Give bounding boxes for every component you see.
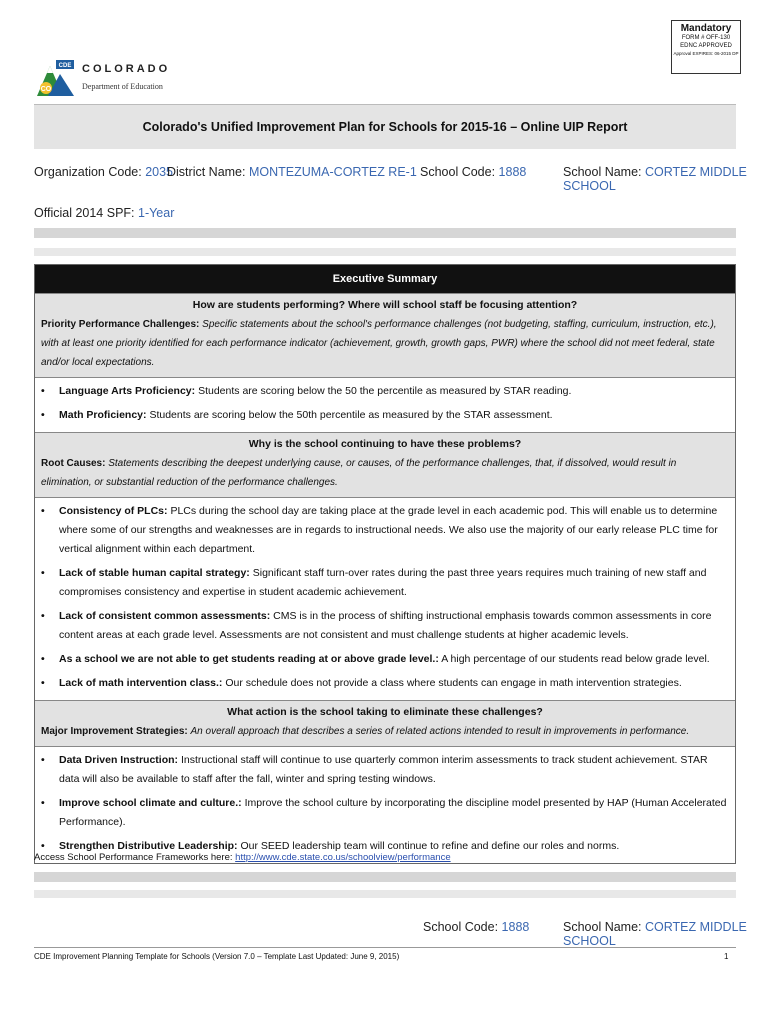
footer-school-code-field bbox=[423, 920, 529, 934]
section-question: What action is the school taking to eliminate these challenges? bbox=[227, 706, 543, 718]
stamp-line4: Approval EXPIRES: 06-2015 DP bbox=[673, 51, 739, 56]
item-label: Lack of consistent common assessments: bbox=[59, 610, 271, 622]
section-description bbox=[35, 718, 735, 746]
school-name-label: School Name: bbox=[563, 920, 642, 934]
stamp-line2: FORM # OFF-130 bbox=[681, 35, 731, 41]
list-item: • Consistency of PLCs: PLCs during the school day are taking place at the grade level in each academic pod. This will enable us to determine where some of our strengths and weaknesses are in regards to instructional needs. We also use the majority of our early release PLC time for vertical alignment within each department. bbox=[41, 505, 718, 555]
executive-summary-heading: Executive Summary bbox=[35, 265, 735, 293]
list-item: • Lack of stable human capital strategy: Significant staff turn-over rates during the past three years requires much training of new staff and compromises consistency and expertise in student academic achievement. bbox=[41, 567, 707, 598]
performance-frameworks-link[interactable]: http://www.cde.state.co.us/schoolview/performance bbox=[235, 852, 451, 863]
stamp-line3: EDNC APPROVED bbox=[680, 43, 732, 49]
section-description bbox=[35, 311, 735, 377]
item-label: Lack of stable human capital strategy: bbox=[59, 567, 250, 579]
school-code-value: 1888 bbox=[498, 165, 527, 179]
item-label: Strengthen Distributive Leadership: bbox=[59, 840, 238, 852]
item-text: Our schedule does not provide a class where students can engage in math intervention strategies. bbox=[225, 677, 682, 689]
district-label: District Name: bbox=[167, 165, 246, 179]
school-code-value: 1888 bbox=[501, 920, 530, 934]
item-text: Instructional staff will continue to use quarterly common interim assessments to track student achievement. STAR data will also be available to staff after the fall, winter and spring testing windows. bbox=[59, 754, 708, 785]
org-code-label: Organization Code: bbox=[34, 165, 142, 179]
page-number: 1 bbox=[724, 952, 729, 961]
org-code-field bbox=[34, 165, 173, 179]
section-root-causes bbox=[35, 432, 735, 497]
divider-bar bbox=[34, 228, 736, 238]
divider-bar bbox=[34, 890, 736, 898]
school-code-label: School Code: bbox=[420, 165, 496, 179]
list-item: • Math Proficiency: Students are scoring below the 50th percentile as measured by the STAR assessment. bbox=[41, 409, 553, 421]
list-item: • Lack of math intervention class.: Our schedule does not provide a class where students can engage in math intervention strategies. bbox=[41, 677, 682, 689]
item-label: As a school we are not able to get students reading at or above grade level.: bbox=[59, 653, 439, 665]
report-title-bar bbox=[34, 104, 736, 149]
section-description bbox=[35, 450, 735, 497]
list-item: • Lack of consistent common assessments: CMS is in the process of shifting instructional emphasis towards common assessments in core content areas at each grade level. Assessments are not consistent and must challenge students at higher academic levels. bbox=[41, 610, 712, 641]
school-name-field bbox=[563, 165, 770, 193]
access-line bbox=[34, 852, 451, 863]
section-question: Why is the school continuing to have these problems? bbox=[248, 438, 522, 450]
section-items bbox=[35, 746, 735, 863]
footer-divider bbox=[34, 947, 736, 948]
school-code-field bbox=[420, 165, 526, 179]
item-text: A high percentage of our students read below grade level. bbox=[441, 653, 710, 665]
approval-stamp bbox=[671, 20, 741, 74]
list-item: • Strengthen Distributive Leadership: Our SEED leadership team will continue to refine and define our roles and norms. bbox=[41, 840, 620, 852]
spf-value: 1-Year bbox=[138, 206, 175, 220]
section-desc-text: Statements describing the deepest underlying cause, or causes, of the performance challenges, that, if dissolved, would result in elimination, or substantial reduction of the performance challenges. bbox=[41, 458, 677, 488]
item-label: Math Proficiency: bbox=[59, 409, 147, 421]
logo-badge-text: CDE bbox=[58, 63, 72, 69]
school-name-label: School Name: bbox=[563, 165, 642, 179]
section-desc-text: An overall approach that describes a series of related actions intended to result in improvements in performance. bbox=[190, 726, 690, 737]
section-items bbox=[35, 497, 735, 700]
item-label: Improve school climate and culture.: bbox=[59, 797, 242, 809]
divider-bar bbox=[34, 872, 736, 882]
item-label: Language Arts Proficiency: bbox=[59, 385, 196, 397]
org-code-value: 2035 bbox=[145, 165, 173, 179]
item-text: PLCs during the school day are taking place at the grade level in each academic pod. This will enable us to determine where some of our strengths and weaknesses are in regards to instructional needs. We also use the majority of our early release PLC time for vertical alignment within each department. bbox=[59, 505, 718, 555]
divider-bar bbox=[34, 248, 736, 256]
stamp-line1: Mandatory bbox=[680, 23, 732, 34]
section-strategies bbox=[35, 700, 735, 746]
list-item: • As a school we are not able to get students reading at or above grade level.: A high percentage of our students read below grade level. bbox=[41, 653, 710, 665]
access-text: Access School Performance Frameworks here: bbox=[34, 852, 233, 863]
section-desc-label: Root Causes: bbox=[41, 458, 106, 469]
report-title: Colorado's Unified Improvement Plan for Schools for 2015-16 – Online UIP Report bbox=[142, 120, 628, 134]
logo-letters: CO bbox=[40, 86, 52, 93]
list-item: • Improve school climate and culture.: Improve the school culture by incorporating the discipline model presented by HAP (Human Accelerated Performance). bbox=[41, 797, 727, 828]
item-text: Significant staff turn-over rates during the past three years requires much training of new staff and compromises consistency and expertise in student academic achievement. bbox=[59, 567, 707, 598]
section-question: How are students performing? Where will school staff be focusing attention? bbox=[192, 299, 578, 311]
item-label: Data Driven Instruction: bbox=[59, 754, 179, 766]
list-item: • Data Driven Instruction: Instructional staff will continue to use quarterly common interim assessments to track student achievement. STAR data will also be available to staff after the fall, winter and spring testing windows. bbox=[41, 754, 708, 785]
section-desc-text: Specific statements about the school's performance challenges (not budgeting, staffing, curriculum, instruction, etc.), with at least one priority identified for each performance indicator (achievement, growth, growth gaps, PWR) where the school did not meet federal, state and/or local expectations. bbox=[41, 319, 717, 368]
spf-field bbox=[34, 206, 174, 220]
school-code-label: School Code: bbox=[423, 920, 499, 934]
list-item: • Language Arts Proficiency: Students are scoring below the 50 the percentile as measured by STAR reading. bbox=[41, 385, 572, 397]
item-text: Students are scoring below the 50th percentile as measured by the STAR assessment. bbox=[149, 409, 553, 421]
spf-label: Official 2014 SPF: bbox=[34, 206, 135, 220]
school-name-value: CORTEZ MIDDLE SCHOOL bbox=[563, 920, 747, 948]
district-value: MONTEZUMA-CORTEZ RE-1 bbox=[248, 165, 417, 179]
cde-logo bbox=[34, 58, 78, 98]
item-label: Consistency of PLCs: bbox=[59, 505, 168, 517]
footer-template-note: CDE Improvement Planning Template for Schools (Version 7.0 – Template Last Updated: June 9, 2015) bbox=[34, 952, 400, 961]
item-label: Lack of math intervention class.: bbox=[59, 677, 223, 689]
district-field bbox=[167, 165, 417, 179]
footer-school-name-field bbox=[563, 920, 770, 948]
item-text: CMS is in the process of shifting instructional emphasis towards common assessments in core content areas at each grade level. Assessments are not consistent and must challenge students at higher academic levels. bbox=[59, 610, 712, 641]
dept-name: Department of Education bbox=[82, 82, 163, 91]
item-text: Students are scoring below the 50 the percentile as measured by STAR reading. bbox=[198, 385, 572, 397]
org-name: COLORADO bbox=[82, 63, 171, 75]
section-desc-label: Priority Performance Challenges: bbox=[41, 319, 200, 330]
section-items bbox=[35, 377, 735, 432]
executive-summary-table bbox=[34, 264, 736, 864]
school-name-value: CORTEZ MIDDLE SCHOOL bbox=[563, 165, 747, 193]
item-text: Improve the school culture by incorporating the discipline model presented by HAP (Human Accelerated Performance). bbox=[59, 797, 727, 828]
section-desc-label: Major Improvement Strategies: bbox=[41, 726, 188, 737]
item-text: Our SEED leadership team will continue to refine and define our roles and norms. bbox=[240, 840, 620, 852]
section-performance bbox=[35, 293, 735, 377]
